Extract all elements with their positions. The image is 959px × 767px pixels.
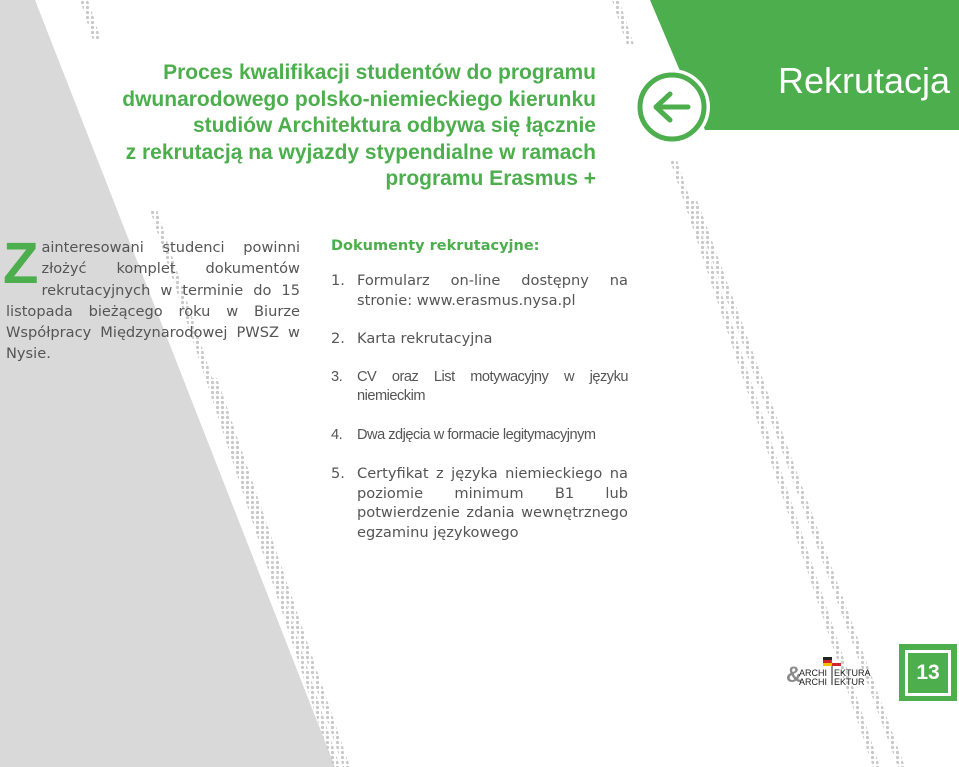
logo-line2-right: EKTUR <box>834 677 865 687</box>
flag-de-gold <box>823 663 832 666</box>
list-item <box>331 426 628 446</box>
arrow-left-circle-icon <box>632 67 712 147</box>
dropcap: Z <box>3 231 39 296</box>
documents-list <box>331 271 628 542</box>
title-line: Proces kwalifikacji studentów do programu <box>163 61 596 84</box>
list-item-number: 2. <box>331 330 345 347</box>
title-line: z rekrutacją na wyjazdy stypendialne w ramach <box>125 140 596 164</box>
page-title <box>40 60 596 193</box>
flag-pl-red <box>832 663 841 666</box>
logo-line2-left: ARCHI <box>799 677 828 687</box>
list-item-text: Certyfikat z języka niemieckiego na poziomie minimum B1 lub potwierdzenie zdania wewnętrznego egzaminu językowego <box>357 465 628 541</box>
flag-pl-white <box>832 660 841 663</box>
list-item-number: 3. <box>331 368 343 385</box>
intro-paragraph <box>3 231 300 365</box>
list-item-number: 5. <box>331 465 345 482</box>
list-item <box>331 464 628 542</box>
logo-ampersand: & <box>786 662 802 687</box>
architektura-logo <box>786 657 878 687</box>
list-item-text: Formularz on-line dostępny na stronie: www.erasmus.nysa.pl <box>357 272 628 309</box>
logo-line1-right: EKTURA <box>834 668 871 678</box>
list-item-number: 1. <box>331 272 345 289</box>
section-label: Rekrutacja <box>778 60 951 101</box>
logo-line1-left: ARCHI <box>799 668 828 678</box>
list-item <box>331 368 628 407</box>
list-item-text: CV oraz List motywacyjny w języku niemieckim <box>357 368 628 404</box>
title-line: programu Erasmus + <box>385 167 596 190</box>
documents-heading: Dokumenty rekrutacyjne: <box>331 238 540 254</box>
list-item <box>331 271 628 310</box>
list-item-text: Karta rekrutacyjna <box>357 330 493 347</box>
documents-section <box>331 236 628 561</box>
list-item-number: 4. <box>331 426 343 443</box>
title-line: dwunarodowego polsko-niemieckiego kierunku <box>122 87 596 111</box>
flag-de-black <box>823 657 832 660</box>
title-line: studiów Architektura odbywa się łącznie <box>193 114 596 137</box>
intro-text: ainteresowani studenci powinni złożyć komplet dokumentów rekrutacyjnych w terminie do 15 listopada bieżącego roku w Biurze Współpracy Międzynarodowej PWSZ w Nysie. <box>6 239 300 363</box>
list-item-text: Dwa zdjęcia w formacie legitymacyjnym <box>357 426 596 443</box>
dotted-line-right-top <box>612 0 634 45</box>
dotted-line-top <box>80 0 101 40</box>
flag-de-red <box>823 660 832 663</box>
page-number: 13 <box>905 650 951 696</box>
list-item <box>331 329 628 349</box>
page-number-box <box>899 644 957 701</box>
